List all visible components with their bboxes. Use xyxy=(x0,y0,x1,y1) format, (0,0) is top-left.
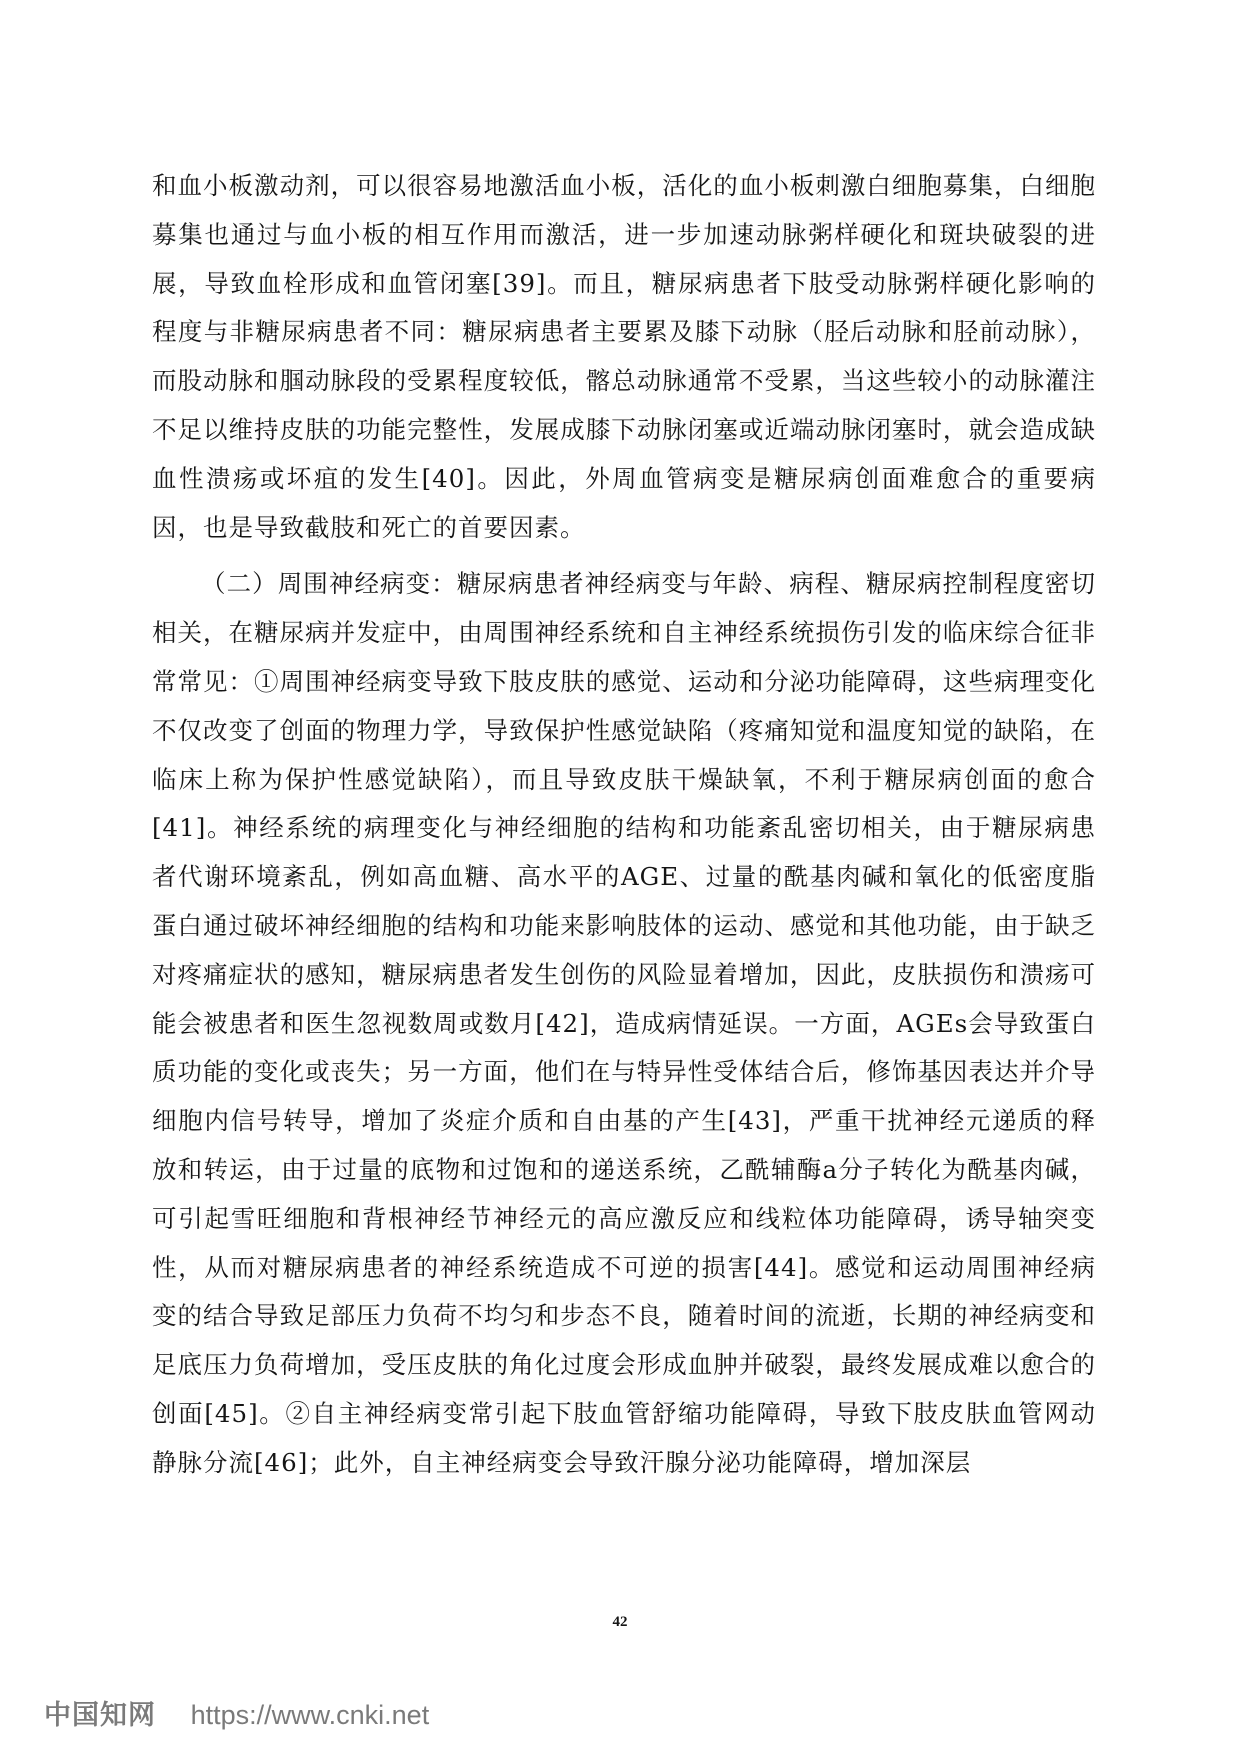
cnki-brand-logo: 中国知网 xyxy=(44,1700,156,1731)
paragraph-peripheral-neuropathy: （二）周围神经病变：糖尿病患者神经病变与年龄、病程、糖尿病控制程度密切相关，在糖尿病并发症中，由周围神经系统和自主神经系统损伤引发的临床综合征非常常见：①周围神经病变导致下肢皮肤的感觉、运动和分泌功能障碍，这些病理变化不仅改变了创面的物理力学，导致保护性感觉缺陷（疼痛知觉和温度知觉的缺陷，在临床上称为保护性感觉缺陷），而且导致皮肤干燥缺氧，不利于糖尿病创面的愈合[41]。神经系统的病理变化与神经细胞的结构和功能紊乱密切相关，由于糖尿病患者代谢环境紊乱，例如高血糖、高水平的AGE、过量的酰基肉碱和氧化的低密度脂蛋白通过破坏神经细胞的结构和功能来影响肢体的运动、感觉和其他功能，由于缺乏对疼痛症状的感知，糖尿病患者发生创伤的风险显着增加，因此，皮肤损伤和溃疡可能会被患者和医生忽视数周或数月[42]，造成病情延误。一方面，AGEs会导致蛋白质功能的变化或丧失；另一方面，他们在与特异性受体结合后，修饰基因表达并介导细胞内信号转导，增加了炎症介质和自由基的产生[43]，严重干扰神经元递质的释放和转运，由于过量的底物和过饱和的递送系统，乙酰辅酶a分子转化为酰基肉碱，可引起雪旺细胞和背根神经节神经元的高应激反应和线粒体功能障碍，诱导轴突变性，从而对糖尿病患者的神经系统造成不可逆的损害[44]。感觉和运动周围神经病变的结合导致足部压力负荷不均匀和步态不良，随着时间的流逝，长期的神经病变和足底压力负荷增加，受压皮肤的角化过度会形成血肿并破裂，最终发展成难以愈合的创面[45]。②自主神经病变常引起下肢血管舒缩功能障碍，导致下肢皮肤血管网动静脉分流[46]；此外，自主神经病变会导致汗腺分泌功能障碍，增加深层 xyxy=(152,569,1096,1477)
paragraph-continued: 和血小板激动剂，可以很容易地激活血小板，活化的血小板刺激白细胞募集，白细胞募集也通过与血小板的相互作用而激活，进一步加速动脉粥样硬化和斑块破裂的进展，导致血栓形成和血管闭塞[39]。而且，糖尿病患者下肢受动脉粥样硬化影响的程度与非糖尿病患者不同：糖尿病患者主要累及膝下动脉（胫后动脉和胫前动脉），而股动脉和腘动脉段的受累程度较低，髂总动脉通常不受累，当这些较小的动脉灌注不足以维持皮肤的功能完整性，发展成膝下动脉闭塞或近端动脉闭塞时，就会造成缺血性溃疡或坏疽的发生[40]。因此，外周血管病变是糖尿病创面难愈合的重要病因，也是导致截肢和死亡的首要因素。 xyxy=(152,171,1096,542)
cnki-url: https://www.cnki.net xyxy=(190,1700,430,1730)
body-text xyxy=(152,162,1096,1488)
page-number: 42 xyxy=(612,1614,628,1630)
cnki-watermark xyxy=(44,1697,429,1734)
